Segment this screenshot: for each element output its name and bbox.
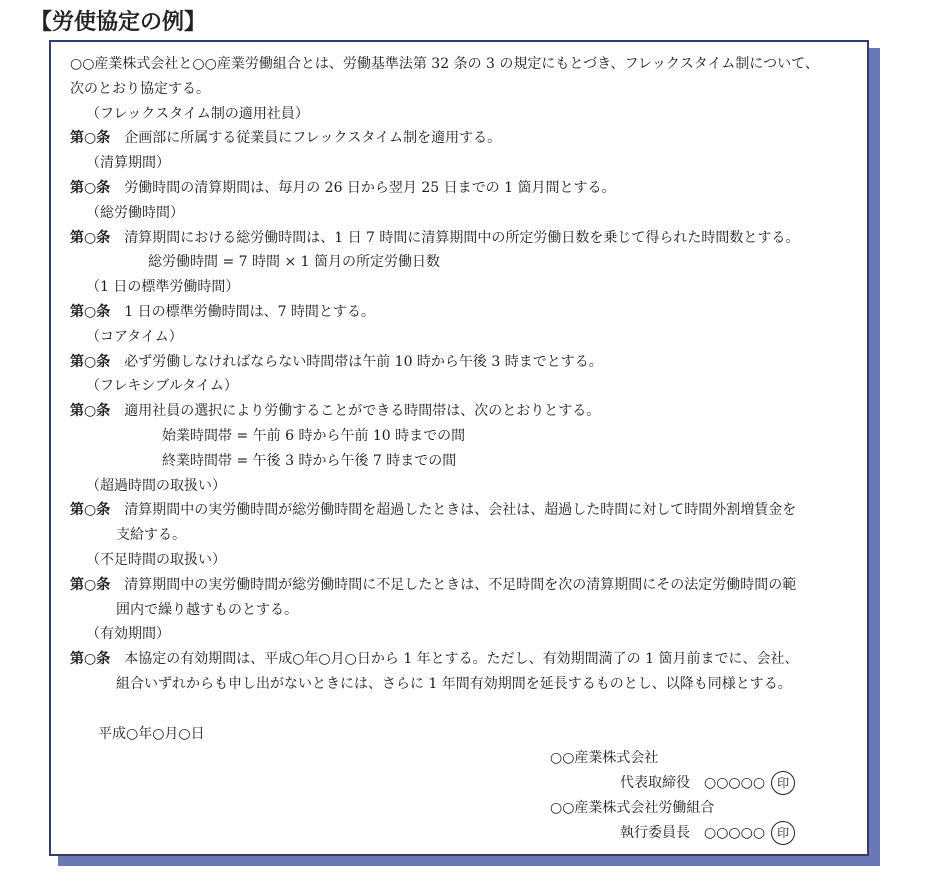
article-label: 第○条	[70, 303, 111, 320]
article	[70, 176, 862, 201]
article	[70, 573, 862, 598]
signature-line	[70, 771, 862, 796]
article-body: 清算期間中の実労働時間が総労働時間を超過したときは、会社は、超過した時間に対して時間外割増賃金を	[124, 502, 797, 519]
article-continuation: 支給する。	[116, 527, 186, 544]
agreement-content	[70, 52, 862, 846]
intro-line-2: 次のとおり協定する。	[70, 80, 210, 97]
signature-name: ○○○○○	[704, 775, 766, 792]
article	[70, 647, 862, 672]
article-continuation: 組合いずれからも申し出がないときには、さらに 1 年間有効期間を延長するものとし、以降も同様とする。	[116, 675, 792, 692]
signature-line	[70, 821, 862, 846]
article-label: 第○条	[70, 403, 111, 420]
formula-line: 総労働時間 = 7 時間 × 1 箇月の所定労働日数	[148, 254, 440, 271]
article	[70, 126, 862, 151]
article-body: 1 日の標準労働時間は、7 時間とする。	[124, 303, 375, 320]
article-body: 清算期間における総労働時間は、1 日 7 時間に清算期間中の所定労働日数を乗じて得られた時間数とする。	[124, 229, 800, 246]
section-title: （有効期間）	[86, 626, 170, 643]
article-label: 第○条	[70, 353, 111, 370]
signature-title: 代表取締役	[620, 775, 690, 792]
article	[70, 226, 862, 251]
section-title: （フレキシブルタイム）	[86, 378, 238, 395]
signature-company: ○○産業株式会社	[550, 750, 659, 767]
article-body: 企画部に所属する従業員にフレックスタイム制を適用する。	[124, 130, 502, 147]
section-title: （総労働時間）	[86, 204, 184, 221]
section-title: （コアタイム）	[86, 328, 183, 345]
article	[70, 350, 862, 375]
article-body: 清算期間中の実労働時間が総労働時間に不足したときは、不足時間を次の清算期間にその法定労働時間の範	[124, 576, 797, 593]
time-line-end: 終業時間帯 = 午後 3 時から午後 7 時までの間	[162, 452, 457, 469]
agreement-date: 平成○年○月○日	[98, 725, 205, 742]
section-title: （清算期間）	[86, 155, 170, 172]
article-label: 第○条	[70, 130, 111, 147]
section-title: （フレックスタイム制の適用社員）	[86, 105, 309, 122]
signature-name: ○○○○○	[704, 824, 766, 841]
article-body: 必ず労働しなければならない時間帯は午前 10 時から午後 3 時までとする。	[124, 353, 603, 370]
signature-company: ○○産業株式会社労働組合	[550, 799, 715, 816]
article-body: 労働時間の清算期間は、毎月の 26 日から翌月 25 日までの 1 箇月間とする。	[124, 179, 616, 196]
article-label: 第○条	[70, 229, 111, 246]
article	[70, 498, 862, 523]
seal-icon: 印	[771, 821, 795, 845]
article	[70, 399, 862, 424]
article-label: 第○条	[70, 502, 111, 519]
article-body: 本協定の有効期間は、平成○年○月○日から 1 年とする。ただし、有効期間満了の 1 箇月前までに、会社、	[124, 651, 799, 668]
seal-icon: 印	[771, 771, 795, 795]
article-label: 第○条	[70, 179, 111, 196]
signature-title: 執行委員長	[620, 824, 690, 841]
section-title: （超過時間の取扱い）	[86, 477, 226, 494]
section-title: （1 日の標準労働時間）	[86, 279, 240, 296]
article	[70, 300, 862, 325]
article-label: 第○条	[70, 651, 111, 668]
article-continuation: 囲内で繰り越すものとする。	[116, 601, 298, 618]
page-heading: 【労使協定の例】	[30, 10, 207, 35]
intro-line-1: ○○産業株式会社と○○産業労働組合とは、労働基準法第 32 条の 3 の規定にもとづき、フレックスタイム制について、	[70, 56, 819, 72]
article-body: 適用社員の選択により労働することができる時間帯は、次のとおりとする。	[124, 403, 601, 420]
section-title: （不足時間の取扱い）	[86, 551, 226, 568]
article-label: 第○条	[70, 576, 111, 593]
time-line-start: 始業時間帯 = 午前 6 時から午前 10 時までの間	[162, 427, 466, 444]
